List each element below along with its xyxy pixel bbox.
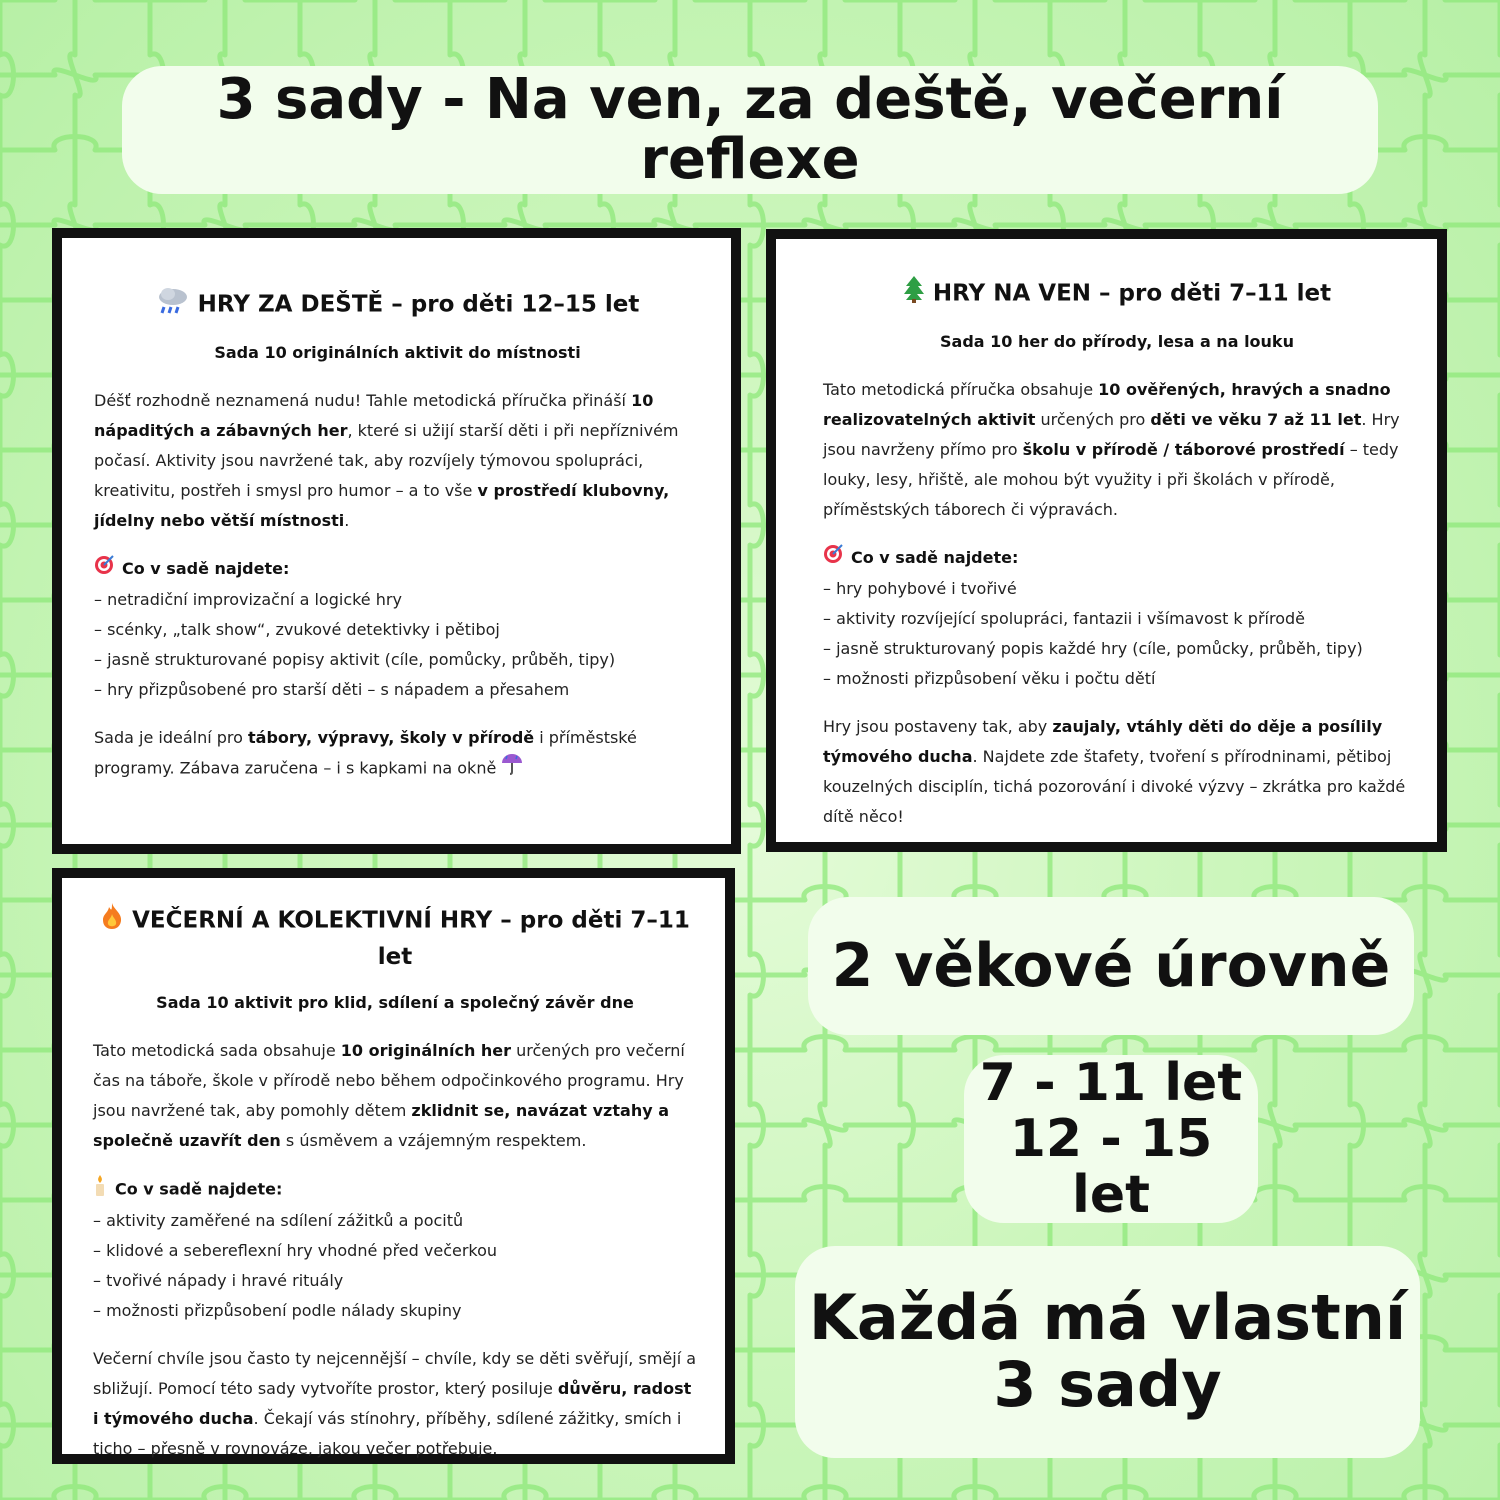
list-item: – hry pohybové i tvořivé <box>823 578 1017 598</box>
fire-icon <box>100 902 124 940</box>
rain-card-heading: HRY ZA DEŠTĚ – pro děti 12–15 let <box>94 286 701 324</box>
rain-card-list-heading: Co v sadě najdete: <box>94 554 701 585</box>
list-item: – jasně strukturovaný popis každé hry (cíle, pomůcky, průběh, tipy) <box>823 638 1363 658</box>
list-item: – scénky, „talk show“, zvukové detektivky i pětiboj <box>94 619 500 639</box>
target-icon <box>823 544 843 574</box>
list-item: – klidové a sebereflexní hry vhodné před večerkou <box>93 1241 498 1260</box>
eve-card-list-heading: Co v sadě najdete: <box>93 1174 697 1206</box>
list-item: – aktivity zaměřené na sdílení zážitků a pocitů <box>93 1211 464 1230</box>
each-line-2: 3 sady <box>993 1348 1222 1421</box>
eve-card-subtitle: Sada 10 aktivit pro klid, sdílení a společný závěr dne <box>156 993 634 1012</box>
rain-card-subtitle: Sada 10 originálních aktivit do místnosti <box>214 343 581 362</box>
list-item: – možnosti přizpůsobení podle nálady skupiny <box>93 1301 462 1320</box>
list-item: – možnosti přizpůsobení věku i počtu dětí <box>823 668 1156 688</box>
eve-card-heading: VEČERNÍ A KOLEKTIVNÍ HRY – pro děti 7–11 let <box>93 902 697 974</box>
page-title: 3 sady - Na ven, za deště, večerní reflexe <box>122 66 1378 194</box>
out-card-outro: Hry jsou postaveny tak, aby zaujaly, vtáhly děti do děje a posílily týmového ducha. Najdete zde štafety, tvoření s přírodninami, pětiboj kouzelných disciplín, tichá pozorování i divoké výzvy – zkrátka pro každé dítě něco! <box>823 716 1406 826</box>
each-line-1: Každá má vlastní <box>808 1281 1407 1355</box>
eve-card-intro: Tato metodická sada obsahuje 10 originálních her určených pro večerní čas na táboře, škole v přírodě nebo během odpočinkového programu. Hry jsou navržené tak, aby pomohly dětem zklidnit se, navázat vztahy a společně uzavřít den s úsměvem a vzájemným respektem. <box>93 1041 685 1150</box>
age-ranges-label <box>964 1052 1258 1226</box>
rain-card-outro: Sada je ideální pro tábory, výpravy, školy v přírodě i příměstské programy. Zábava zaručena – i s kapkami na okně <box>94 723 701 785</box>
eve-card-outro: Večerní chvíle jsou často ty nejcennější – chvíle, kdy se děti svěřují, smějí a sbližují. Pomocí této sady vytvoříte prostor, který posiluje důvěru, radost i týmového ducha. Čekají vás stínohry, příběhy, sdílené zážitky, smích i ticho – přesně v rovnováze, jakou večer potřebuje. <box>93 1349 697 1458</box>
list-item: – jasně strukturované popisy aktivit (cíle, pomůcky, průběh, tipy) <box>94 649 616 669</box>
list-item: – aktivity rozvíjející spolupráci, fantazii i všímavost k přírodě <box>823 608 1305 628</box>
candle-icon <box>93 1174 107 1206</box>
each-has-sets-label <box>795 1246 1420 1458</box>
out-card-heading: HRY NA VEN – pro děti 7–11 let <box>823 275 1411 313</box>
target-icon <box>94 555 114 585</box>
rain-card-intro: Déšť rozhodně neznamená nudu! Tahle metodická příručka přináší 10 nápaditých a zábavných her, které si užijí starší děti i při nepříznivém počasí. Aktivity jsou navržené tak, aby rozvíjely týmovou spolupráci, kreativitu, postřeh i smysl pro humor – a to vše v prostředí klubovny, jídelny nebo větší místnosti. <box>94 391 679 530</box>
umbrella-icon <box>501 753 523 785</box>
card-evening-games <box>52 868 735 1464</box>
list-item: – tvořivé nápady i hravé rituály <box>93 1271 344 1290</box>
list-item: – netradiční improvizační a logické hry <box>94 589 402 609</box>
out-card-list-heading: Co v sadě najdete: <box>823 543 1411 574</box>
age-range-1: 7 - 11 let <box>979 1052 1243 1113</box>
out-card-intro: Tato metodická příručka obsahuje 10 ověřených, hravých a snadno realizovatelných aktivit určených pro děti ve věku 7 až 11 let. Hry jsou navrženy přímo pro školu v přírodě / táborové prostředí – tedy louky, lesy, hřiště, ale mohou být využity i při školách v přírodě, příměstských táborech či výpravách. <box>823 380 1400 519</box>
card-outdoor-games <box>766 229 1447 852</box>
age-range-2: 12 - 15 let <box>1009 1108 1213 1226</box>
card-rain-games <box>52 228 741 854</box>
tree-icon <box>903 275 925 313</box>
age-levels-label: 2 věkové úrovně <box>808 897 1414 1035</box>
list-item: – hry přizpůsobené pro starší děti – s nápadem a přesahem <box>94 679 570 699</box>
out-card-subtitle: Sada 10 her do přírody, lesa a na louku <box>940 332 1294 351</box>
rain-cloud-icon <box>156 286 190 324</box>
